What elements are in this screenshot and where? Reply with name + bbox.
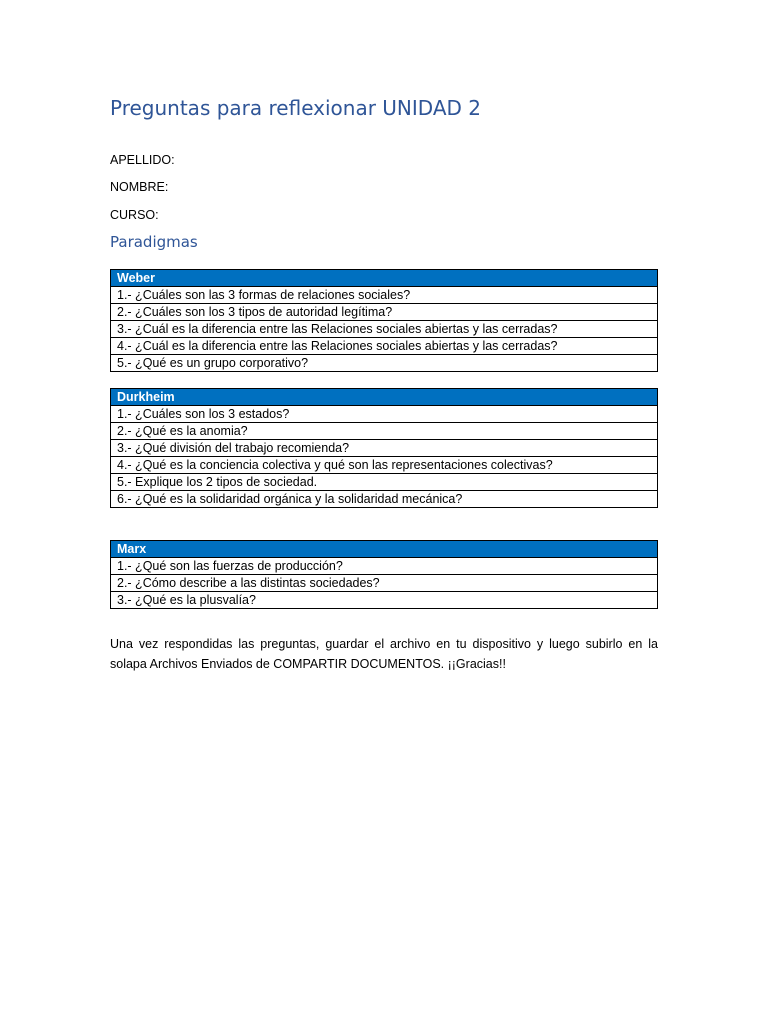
- weber-table: [110, 269, 658, 372]
- durkheim-question: 2.- ¿Qué es la anomia?: [111, 423, 658, 440]
- curso-label: CURSO:: [110, 208, 159, 222]
- marx-question: 1.- ¿Qué son las fuerzas de producción?: [111, 558, 658, 575]
- marx-table: [110, 540, 658, 609]
- durkheim-header: Durkheim: [111, 389, 658, 406]
- closing-paragraph: Una vez respondidas las preguntas, guardar el archivo en tu dispositivo y luego subirlo en la solapa Archivos Enviados de COMPARTIR DOCUMENTOS. ¡¡Gracias!!: [110, 637, 658, 671]
- apellido-label: APELLIDO:: [110, 153, 175, 167]
- durkheim-table: [110, 388, 658, 508]
- weber-question: 1.- ¿Cuáles son las 3 formas de relaciones sociales?: [111, 287, 658, 304]
- durkheim-question: 4.- ¿Qué es la conciencia colectiva y qué son las representaciones colectivas?: [111, 457, 658, 474]
- durkheim-question: 1.- ¿Cuáles son los 3 estados?: [111, 406, 658, 423]
- weber-header: Weber: [111, 270, 658, 287]
- nombre-label: NOMBRE:: [110, 180, 169, 194]
- durkheim-question: 6.- ¿Qué es la solidaridad orgánica y la solidaridad mecánica?: [111, 491, 658, 508]
- marx-question: 2.- ¿Cómo describe a las distintas sociedades?: [111, 575, 658, 592]
- marx-question: 3.- ¿Qué es la plusvalía?: [111, 592, 658, 609]
- weber-question: 4.- ¿Cuál es la diferencia entre las Relaciones sociales abiertas y las cerradas?: [111, 338, 658, 355]
- weber-question: 5.- ¿Qué es un grupo corporativo?: [111, 355, 658, 372]
- marx-header: Marx: [111, 541, 658, 558]
- durkheim-question: 3.- ¿Qué división del trabajo recomienda?: [111, 440, 658, 457]
- durkheim-question: 5.- Explique los 2 tipos de sociedad.: [111, 474, 658, 491]
- weber-question: 3.- ¿Cuál es la diferencia entre las Relaciones sociales abiertas y las cerradas?: [111, 321, 658, 338]
- section-subtitle: Paradigmas: [110, 233, 198, 251]
- weber-question: 2.- ¿Cuáles son los 3 tipos de autoridad legítima?: [111, 304, 658, 321]
- page-title: Preguntas para reflexionar UNIDAD 2: [110, 96, 481, 120]
